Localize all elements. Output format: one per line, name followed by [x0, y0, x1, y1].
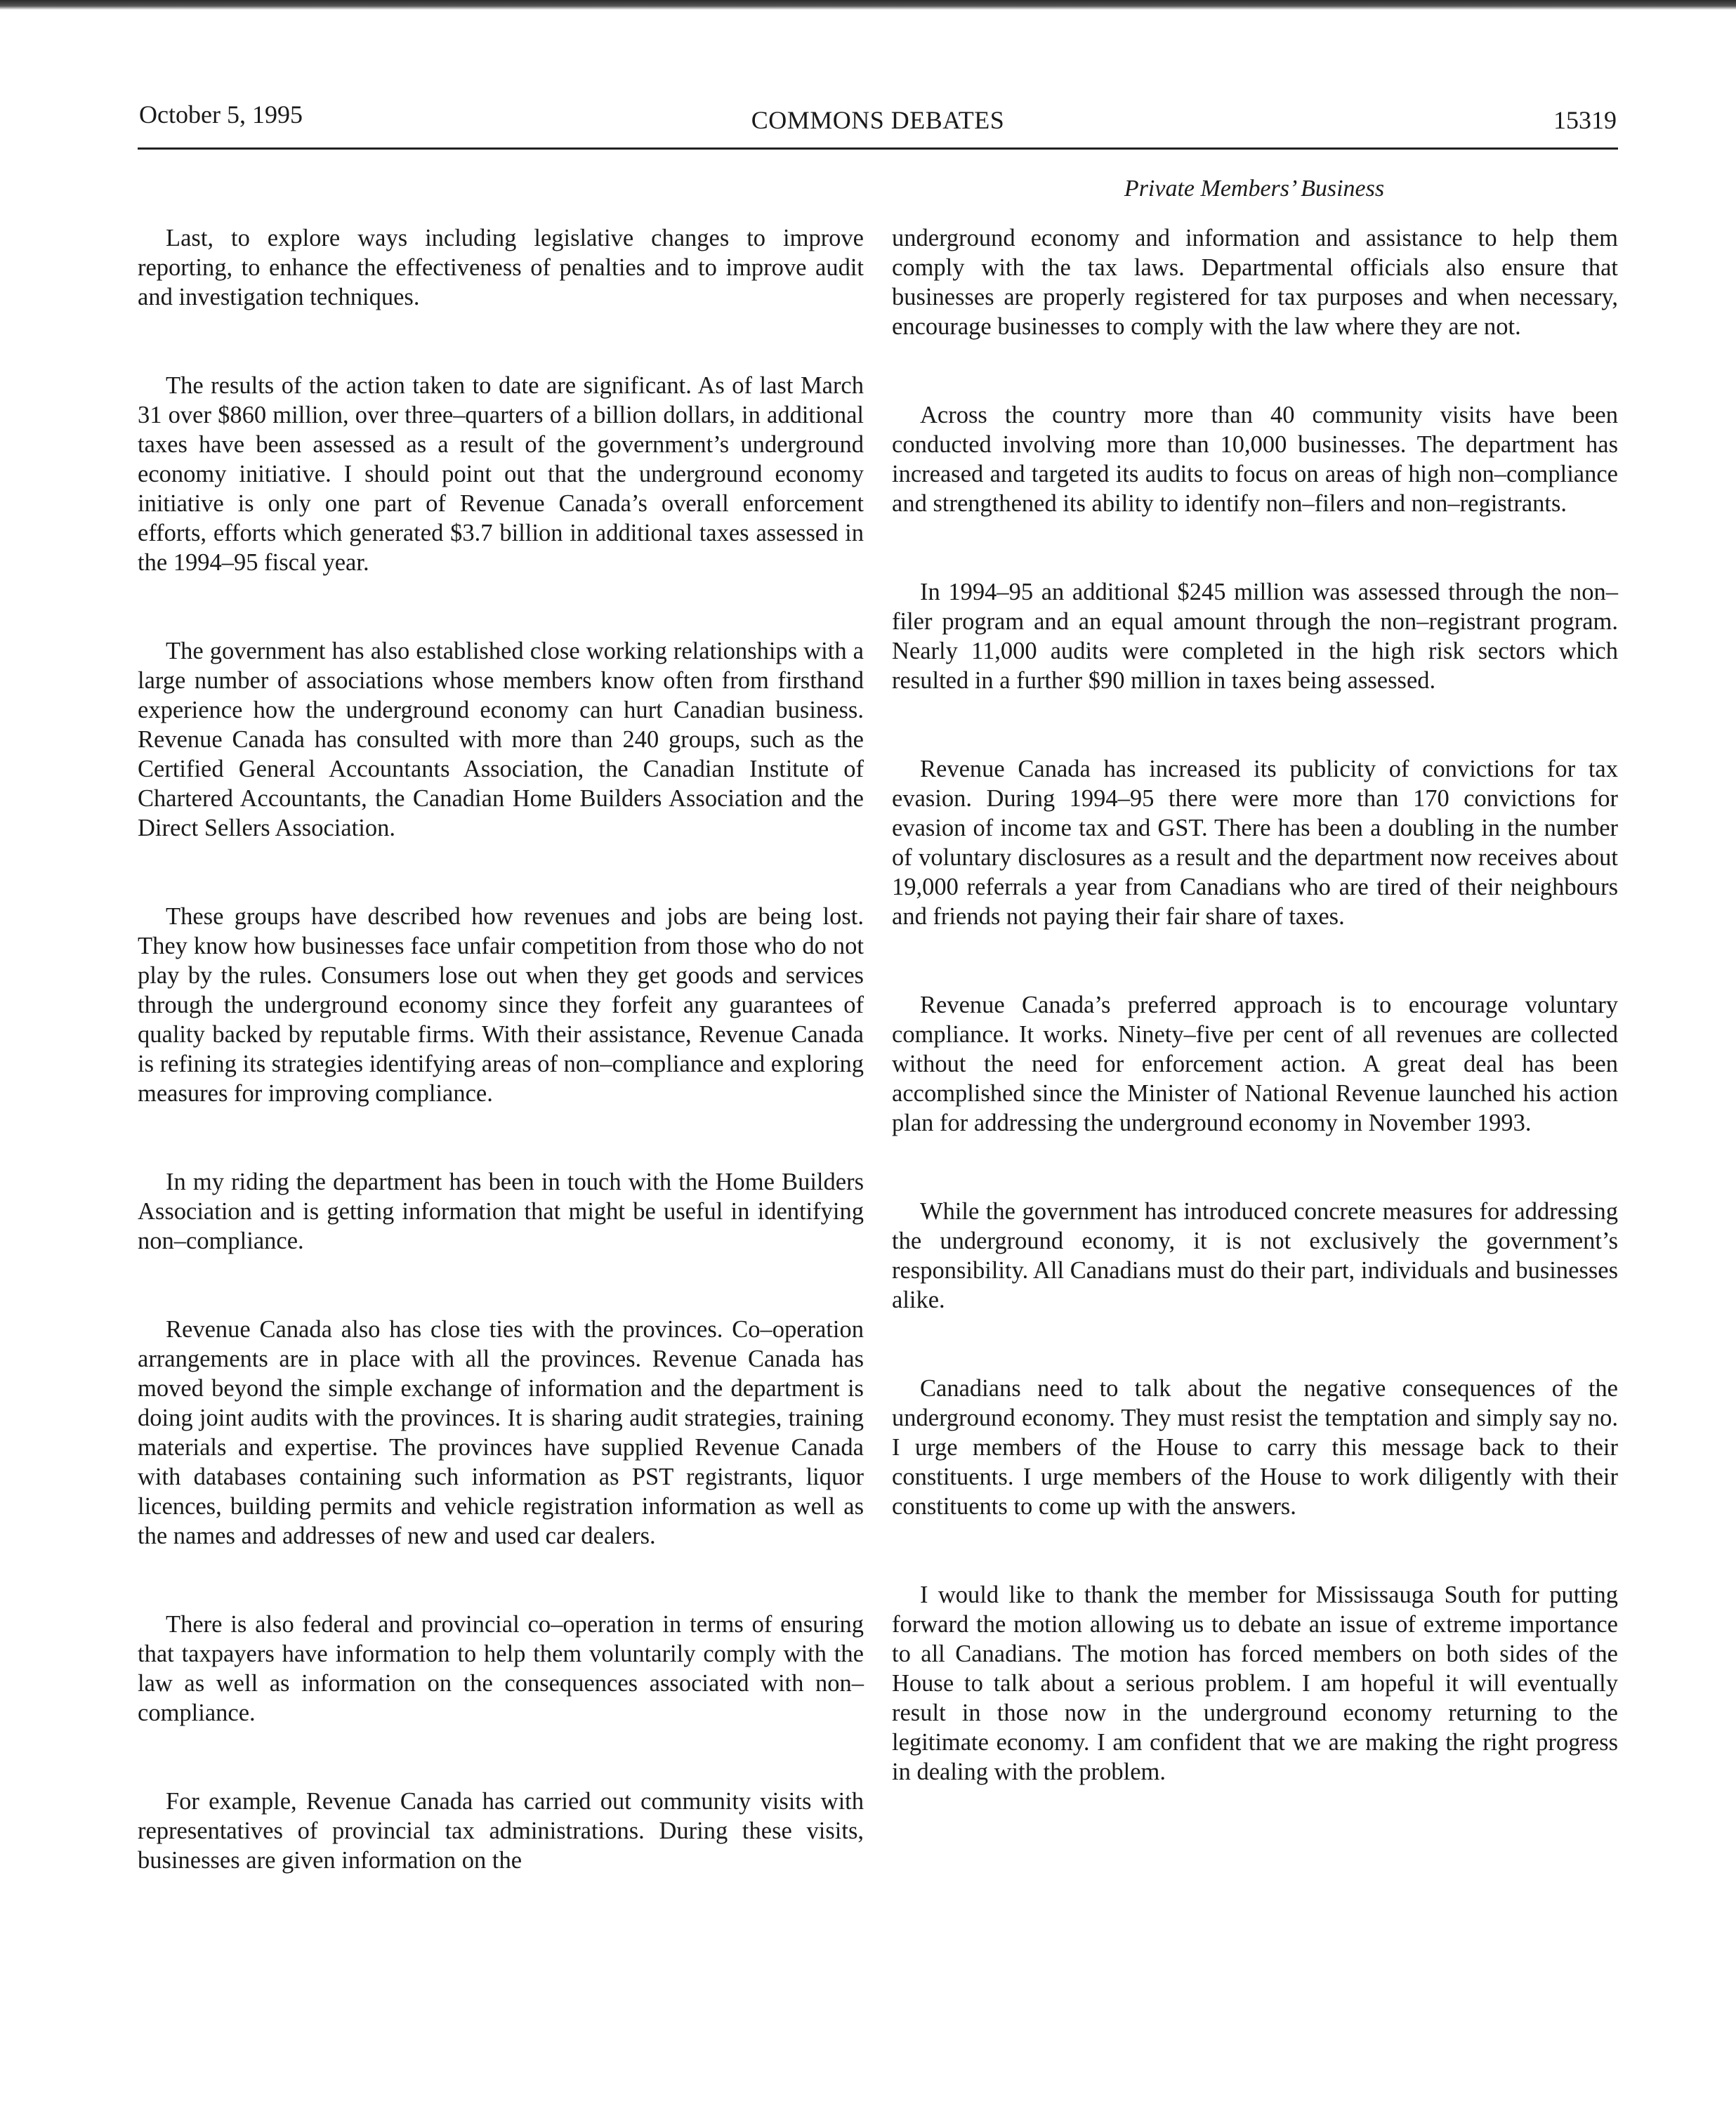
left-column — [138, 223, 864, 1875]
header-rule — [138, 147, 1618, 150]
paragraph: In 1994–95 an additional $245 million was assessed through the non–filer program and an equal amount through the non–registrant program. Nearly 11,000 audits were completed in the high risk sectors which resulted in a further $90 million in taxes being assessed. — [892, 579, 1618, 694]
page-header — [139, 90, 1617, 139]
paragraph: Across the country more than 40 community visits have been conducted involving more than 10,000 businesses. The department has increased and targeted its audits to focus on areas of high non–compliance and strengthened its ability to identify non–filers and non–registrants. — [892, 402, 1618, 517]
paragraph: Revenue Canada has increased its publicity of convictions for tax evasion. During 1994–95 there were more than 170 convictions for evasion of income tax and GST. There has been a doubling in the number of voluntary disclosures as a result and the department now receives about 19,000 referrals a year from Canadians who are tired of their neighbours and friends not paying their fair share of taxes. — [892, 756, 1618, 930]
paragraph: Last, to explore ways including legislative changes to improve reporting, to enhance the effectiveness of penalties and to improve audit and investigation techniques. — [138, 225, 864, 310]
page-number: 15319 — [1553, 106, 1617, 134]
paragraph: These groups have described how revenues and jobs are being lost. They know how businesses face unfair competition from those who do not play by the rules. Consumers lose out when they get goods and services through the underground economy since they forfeit any guarantees of quality backed by reputable firms. With their assistance, Revenue Canada is refining its strategies identifying areas of non–compliance and exploring measures for improving compliance. — [138, 903, 864, 1107]
paragraph: Revenue Canada’s preferred approach is to encourage voluntary compliance. It works. Ninety–five per cent of all revenues are collected without the need for enforcement action. A great deal has been accomplished since the Minister of National Revenue launched his action plan for addressing the underground economy in November 1993. — [892, 992, 1618, 1136]
right-column — [892, 223, 1618, 1787]
paragraph: In my riding the department has been in touch with the Home Builders Association and is getting information that might be useful in identifying non–compliance. — [138, 1169, 864, 1254]
scan-edge — [0, 0, 1736, 10]
section-label: Private Members’ Business — [1124, 176, 1385, 202]
paragraph: There is also federal and provincial co–operation in terms of ensuring that taxpayers have information to help them voluntarily comply with the law as well as information on the consequences associated with non–compliance. — [138, 1611, 864, 1726]
paragraph: The government has also established close working relationships with a large number of associations whose members know often from firsthand experience how the underground economy can hurt Canadian business. Revenue Canada has consulted with more than 240 groups, such as the Certified General Accountants Association, the Canadian Institute of Chartered Accountants, the Canadian Home Builders Association and the Direct Sellers Association. — [138, 638, 864, 841]
header-title: COMMONS DEBATES — [751, 106, 1005, 134]
paragraph: Canadians need to talk about the negative consequences of the underground economy. They must resist the temptation and simply say no. I urge members of the House to carry this message back to their constituents. I urge members of the House to work diligently with their constituents to come up with the answers. — [892, 1375, 1618, 1520]
paragraph: The results of the action taken to date are significant. As of last March 31 over $860 million, over three–quarters of a billion dollars, in additional taxes have been assessed as a result of the government’s underground economy initiative. I should point out that the underground economy initiative is only one part of Revenue Canada’s overall enforcement efforts, efforts which generated $3.7 billion in additional taxes assessed in the 1994–95 fiscal year. — [138, 372, 864, 576]
header-date: October 5, 1995 — [139, 100, 303, 129]
paragraph: For example, Revenue Canada has carried out community visits with representatives of provincial tax administrations. During these visits, businesses are given information on the — [138, 1788, 864, 1874]
paragraph: Revenue Canada also has close ties with the provinces. Co–operation arrangements are in place with all the provinces. Revenue Canada has moved beyond the simple exchange of information and the department is doing joint audits with the provinces. It is sharing audit strategies, training materials and expertise. The provinces have supplied Revenue Canada with databases containing such information as PST registrants, liquor licences, building permits and vehicle registration information as well as the names and addresses of new and used car dealers. — [138, 1316, 864, 1549]
paragraph: While the government has introduced concrete measures for addressing the underground economy, it is not exclusively the government’s responsibility. All Canadians must do their part, individuals and businesses alike. — [892, 1198, 1618, 1313]
paragraph: I would like to thank the member for Mississauga South for putting forward the motion allowing us to debate an issue of extreme importance to all Canadians. The motion has forced members on both sides of the House to talk about a serious problem. I am hopeful it will eventually result in those now in the underground economy returning to the legitimate economy. I am confident that we are making the right progress in dealing with the problem. — [892, 1582, 1618, 1785]
paragraph-continued: underground economy and information and assistance to help them comply with the tax laws. Departmental officials also ensure that businesses are properly registered for tax purposes and when necessary, encourage businesses to comply with the law where they are not. — [892, 225, 1618, 340]
